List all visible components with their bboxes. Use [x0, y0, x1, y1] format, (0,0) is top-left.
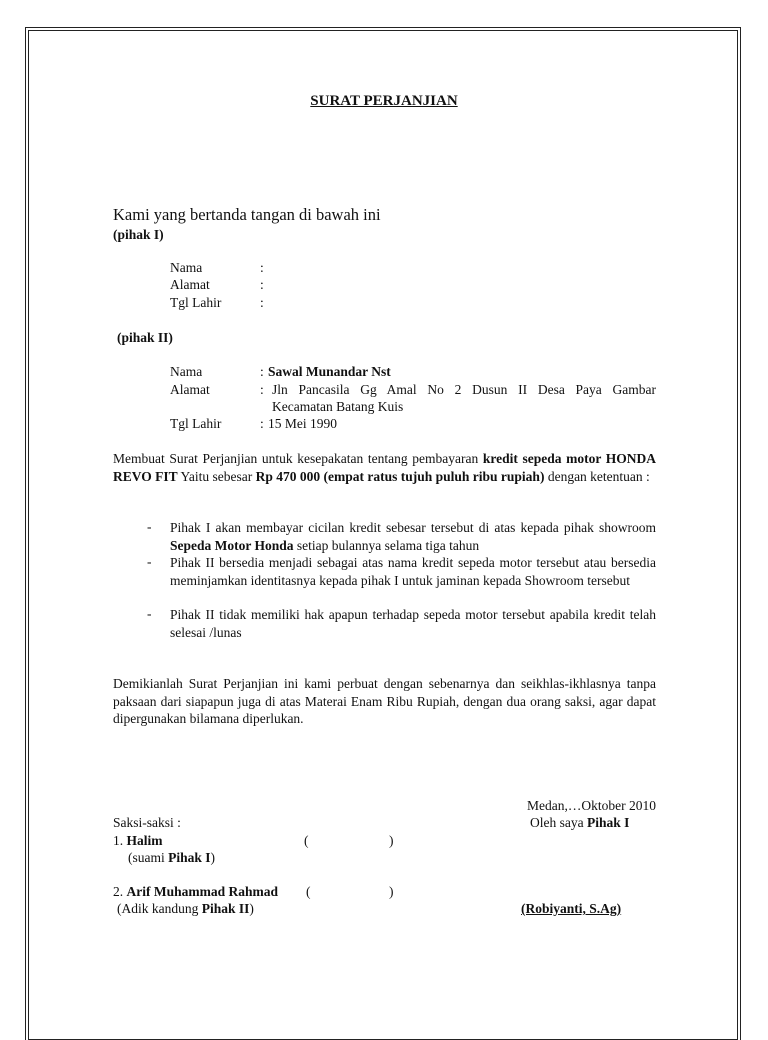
witness-1-sign-close: ) [389, 833, 394, 848]
witness-1-note-b: Pihak I [168, 850, 211, 865]
document-title: SURAT PERJANJIAN [310, 93, 458, 109]
witness-2-sign-close: ) [389, 884, 394, 899]
party2-address-line1: Jln Pancasila Gg Amal No 2 Dusun II Desa Paya Gambar [272, 382, 656, 397]
witness-1-number: 1. [113, 833, 127, 848]
paragraph1-text2: Yaitu sebesar [177, 468, 256, 484]
intro-line: Kami yang bertanda tangan di bawah ini [113, 205, 381, 224]
party2-address-label: Alamat [170, 382, 210, 397]
witness-heading: Saksi-saksi : [113, 815, 181, 830]
party1-address-label: Alamat [170, 277, 210, 292]
party2-dob-value: 15 Mei 1990 [268, 416, 337, 431]
witness-1-note [128, 849, 215, 866]
bullet-item-3: Pihak II tidak memiliki hak apapun terhadap sepeda motor tersebut apabila kredit telah selesai /lunas [170, 607, 656, 640]
signer-name: (Robiyanti, S.Ag) [521, 901, 622, 916]
bullet1-text-c: setiap bulannya selama tiga tahun [293, 537, 480, 553]
party2-name-value: Sawal Munandar Nst [268, 364, 391, 379]
party2-heading: (pihak II) [117, 330, 173, 345]
signed-by [530, 814, 629, 831]
bullet-dash-1: - [147, 519, 152, 534]
party1-name-label: Nama [170, 260, 203, 275]
party1-name-sep: : [260, 260, 264, 275]
witness-2-name: Arif Muhammad Rahmad [126, 884, 279, 899]
party1-dob-label: Tgl Lahir [170, 295, 222, 310]
paragraph1-bold1: kredit sepeda motor HONDA REVO FIT [113, 451, 656, 484]
party1-dob-sep: : [260, 295, 264, 310]
closing-paragraph: Demikianlah Surat Perjanjian ini kami perbuat dengan sebenarnya dan seikhlas-ikhlasnya tanpa paksaan dari siapapun juga di atas Materai Enam Ribu Rupiah, dengan dua orang saksi, agar dapat dipergunakan bilamana diperlukan. [113, 676, 656, 726]
party2-dob-sep: : [260, 416, 264, 431]
party2-address-line2: Kecamatan Batang Kuis [272, 399, 404, 414]
paragraph1-text3: dengan ketentuan : [544, 468, 650, 484]
party1-address-sep: : [260, 277, 264, 292]
paragraph1-bold2: Rp 470 000 (empat ratus tujuh puluh ribu rupiah) [255, 468, 545, 484]
witness-1-sign-open: ( [304, 833, 309, 848]
party2-name-label: Nama [170, 364, 203, 379]
witness-2-number: 2. [113, 884, 127, 899]
bullet-item-1 [170, 519, 656, 554]
place-date: Medan,…Oktober 2010 [527, 798, 656, 813]
party1-heading: (pihak I) [113, 227, 164, 242]
bullet-dash-3: - [147, 606, 152, 621]
signed-by-party: Pihak I [586, 815, 630, 830]
bullet-dash-2: - [147, 554, 152, 569]
bullet-item-2: Pihak II bersedia menjadi sebagai atas nama kredit sepeda motor tersebut atau bersedia meminjamkan identitasnya kepada pihak I untuk jaminan kepada Showroom tersebut [170, 555, 656, 588]
bullet1-text-a: Pihak I akan membayar cicilan kredit sebesar tersebut di atas kepada pihak showroom [170, 520, 656, 535]
witness-1-note-c: ) [210, 850, 216, 865]
witness-2 [113, 883, 278, 900]
witness-2-note-a: (Adik kandung [117, 901, 202, 916]
agreement-paragraph [113, 450, 656, 485]
witness-2-sign-open: ( [306, 884, 311, 899]
witness-2-note [117, 900, 254, 917]
signed-by-text: Oleh saya [530, 815, 587, 830]
party2-dob-label: Tgl Lahir [170, 416, 222, 431]
paragraph1-text1: Membuat Surat Perjanjian untuk kesepakatan tentang pembayaran [113, 451, 483, 466]
witness-1-note-a: (suami [128, 850, 169, 865]
party2-address-sep: : [260, 382, 264, 397]
witness-2-note-c: ) [249, 901, 254, 916]
witness-2-note-b: Pihak II [201, 901, 250, 916]
witness-1-name: Halim [126, 833, 163, 848]
witness-1 [113, 832, 163, 849]
party2-name-sep: : [260, 364, 264, 379]
bullet1-bold: Sepeda Motor Honda [170, 537, 294, 553]
